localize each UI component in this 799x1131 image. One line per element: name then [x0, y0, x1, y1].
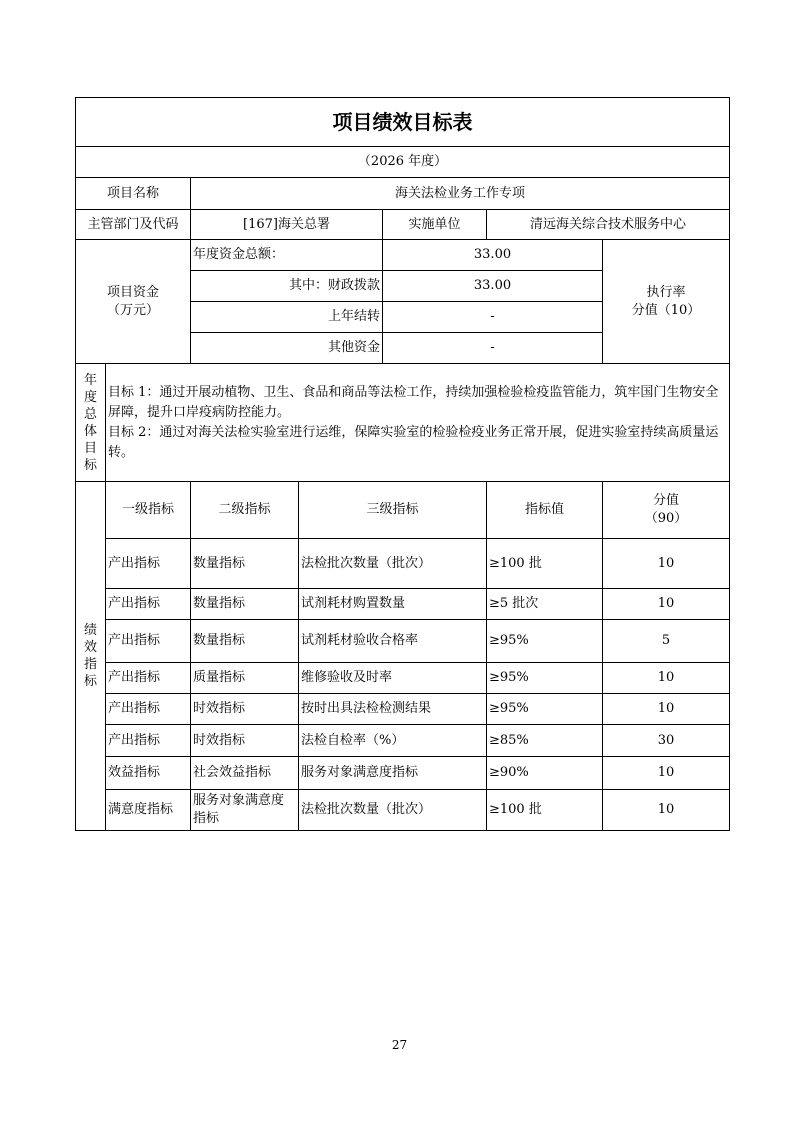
goal-label-char: 度: [83, 389, 97, 405]
indicator-label-char: 标: [83, 674, 97, 689]
row-level1: 产出指标: [106, 539, 191, 589]
exec-rate-cell: [603, 240, 730, 364]
table-row: [76, 725, 730, 757]
table-row: [76, 663, 730, 694]
exec-rate-line1: 执行率: [646, 284, 686, 300]
row-value: ≥100 批: [487, 790, 603, 831]
indicator-label-char: 指: [83, 657, 97, 672]
table-row: [76, 694, 730, 725]
row-value: ≥5 批次: [487, 589, 603, 620]
row-level3: 按时出具法检检测结果: [299, 694, 487, 725]
project-name-value: 海关法检业务工作专项: [191, 178, 730, 210]
row-level3: 法检批次数量（批次）: [299, 539, 487, 589]
header-score: [603, 482, 730, 539]
row-level2: 服务对象满意度指标: [191, 790, 299, 831]
row-value: ≥95%: [487, 663, 603, 694]
funds-total-value: 33.00: [383, 240, 603, 271]
row-level1: 产出指标: [106, 694, 191, 725]
header-value: 指标值: [487, 482, 603, 539]
row-score: 10: [603, 694, 730, 725]
row-level3: 服务对象满意度指标: [299, 757, 487, 790]
header-level1: 一级指标: [106, 482, 191, 539]
performance-target-table: [75, 97, 730, 831]
project-name-label: 项目名称: [76, 178, 191, 210]
funds-label: [76, 240, 191, 364]
impl-value: 清远海关综合技术服务中心: [487, 210, 730, 240]
table-row: [76, 589, 730, 620]
row-value: ≥85%: [487, 725, 603, 757]
table-title: 项目绩效目标表: [76, 98, 730, 147]
header-score-line1: 分值: [653, 493, 680, 508]
row-level2: 时效指标: [191, 694, 299, 725]
indicator-label-char: 效: [83, 640, 97, 655]
row-level2: 数量指标: [191, 620, 299, 663]
performance-table-sheet: [75, 97, 729, 831]
row-value: ≥90%: [487, 757, 603, 790]
row-level1: 产出指标: [106, 620, 191, 663]
row-score: 5: [603, 620, 730, 663]
table-row: [76, 790, 730, 831]
goal-label-char: 目: [83, 440, 97, 456]
goal-label-char: 体: [83, 423, 97, 439]
row-level3: 试剂耗材购置数量: [299, 589, 487, 620]
row-level2: 数量指标: [191, 539, 299, 589]
row-value: ≥95%: [487, 694, 603, 725]
row-level3: 法检自检率（%）: [299, 725, 487, 757]
row-score: 10: [603, 757, 730, 790]
funds-fiscal-value: 33.00: [383, 271, 603, 302]
exec-rate-line2: 分值（10）: [631, 302, 701, 318]
dept-value: [167]海关总署: [191, 210, 383, 240]
header-score-line2: （90）: [644, 511, 688, 526]
row-level3: 法检批次数量（批次）: [299, 790, 487, 831]
row-score: 10: [603, 663, 730, 694]
goal-1: 目标 1：通过开展动植物、卫生、食品和商品等法检工作，持续加强检验检疫监管能力，筑牢国门生物安全屏障，提升口岸疫病防控能力。: [108, 384, 719, 420]
goal-label-char: 标: [83, 457, 97, 473]
funds-total-label: 年度资金总额：: [191, 240, 383, 271]
header-level3: 三级指标: [299, 482, 487, 539]
impl-label: 实施单位: [383, 210, 487, 240]
indicator-label-char: 绩: [83, 623, 97, 638]
table-row: [76, 620, 730, 663]
row-level1: 产出指标: [106, 725, 191, 757]
row-level1: 产出指标: [106, 663, 191, 694]
funds-other-value: -: [383, 333, 603, 364]
row-value: ≥95%: [487, 620, 603, 663]
overall-goal-label: [76, 364, 106, 482]
row-level2: 社会效益指标: [191, 757, 299, 790]
funds-label-line1: 项目资金: [106, 284, 159, 300]
funds-carryover-value: -: [383, 302, 603, 333]
row-value: ≥100 批: [487, 539, 603, 589]
row-level1: 满意度指标: [106, 790, 191, 831]
row-level1: 效益指标: [106, 757, 191, 790]
row-level3: 维修验收及时率: [299, 663, 487, 694]
goal-label-char: 总: [83, 406, 97, 422]
row-score: 10: [603, 539, 730, 589]
row-level3: 试剂耗材验收合格率: [299, 620, 487, 663]
row-level2: 质量指标: [191, 663, 299, 694]
row-score: 30: [603, 725, 730, 757]
funds-fiscal-label: 其中：财政拨款: [191, 271, 383, 302]
row-level1: 产出指标: [106, 589, 191, 620]
overall-goal-text: [106, 364, 730, 482]
row-level2: 数量指标: [191, 589, 299, 620]
dept-label: 主管部门及代码: [76, 210, 191, 240]
row-level2: 时效指标: [191, 725, 299, 757]
funds-carryover-label: 上年结转: [191, 302, 383, 333]
row-score: 10: [603, 589, 730, 620]
funds-label-line2: （万元）: [106, 302, 159, 318]
header-level2: 二级指标: [191, 482, 299, 539]
table-year: （2026 年度）: [76, 147, 730, 178]
goal-2: 目标 2：通过对海关法检实验室进行运维，保障实验室的检验检疫业务正常开展，促进实验室持续高质量运转。: [108, 424, 719, 460]
goal-label-char: 年: [83, 372, 97, 388]
page-number: 27: [391, 1038, 408, 1052]
indicators-label: [76, 482, 106, 831]
table-row: [76, 757, 730, 790]
row-score: 10: [603, 790, 730, 831]
funds-other-label: 其他资金: [191, 333, 383, 364]
table-row: [76, 539, 730, 589]
